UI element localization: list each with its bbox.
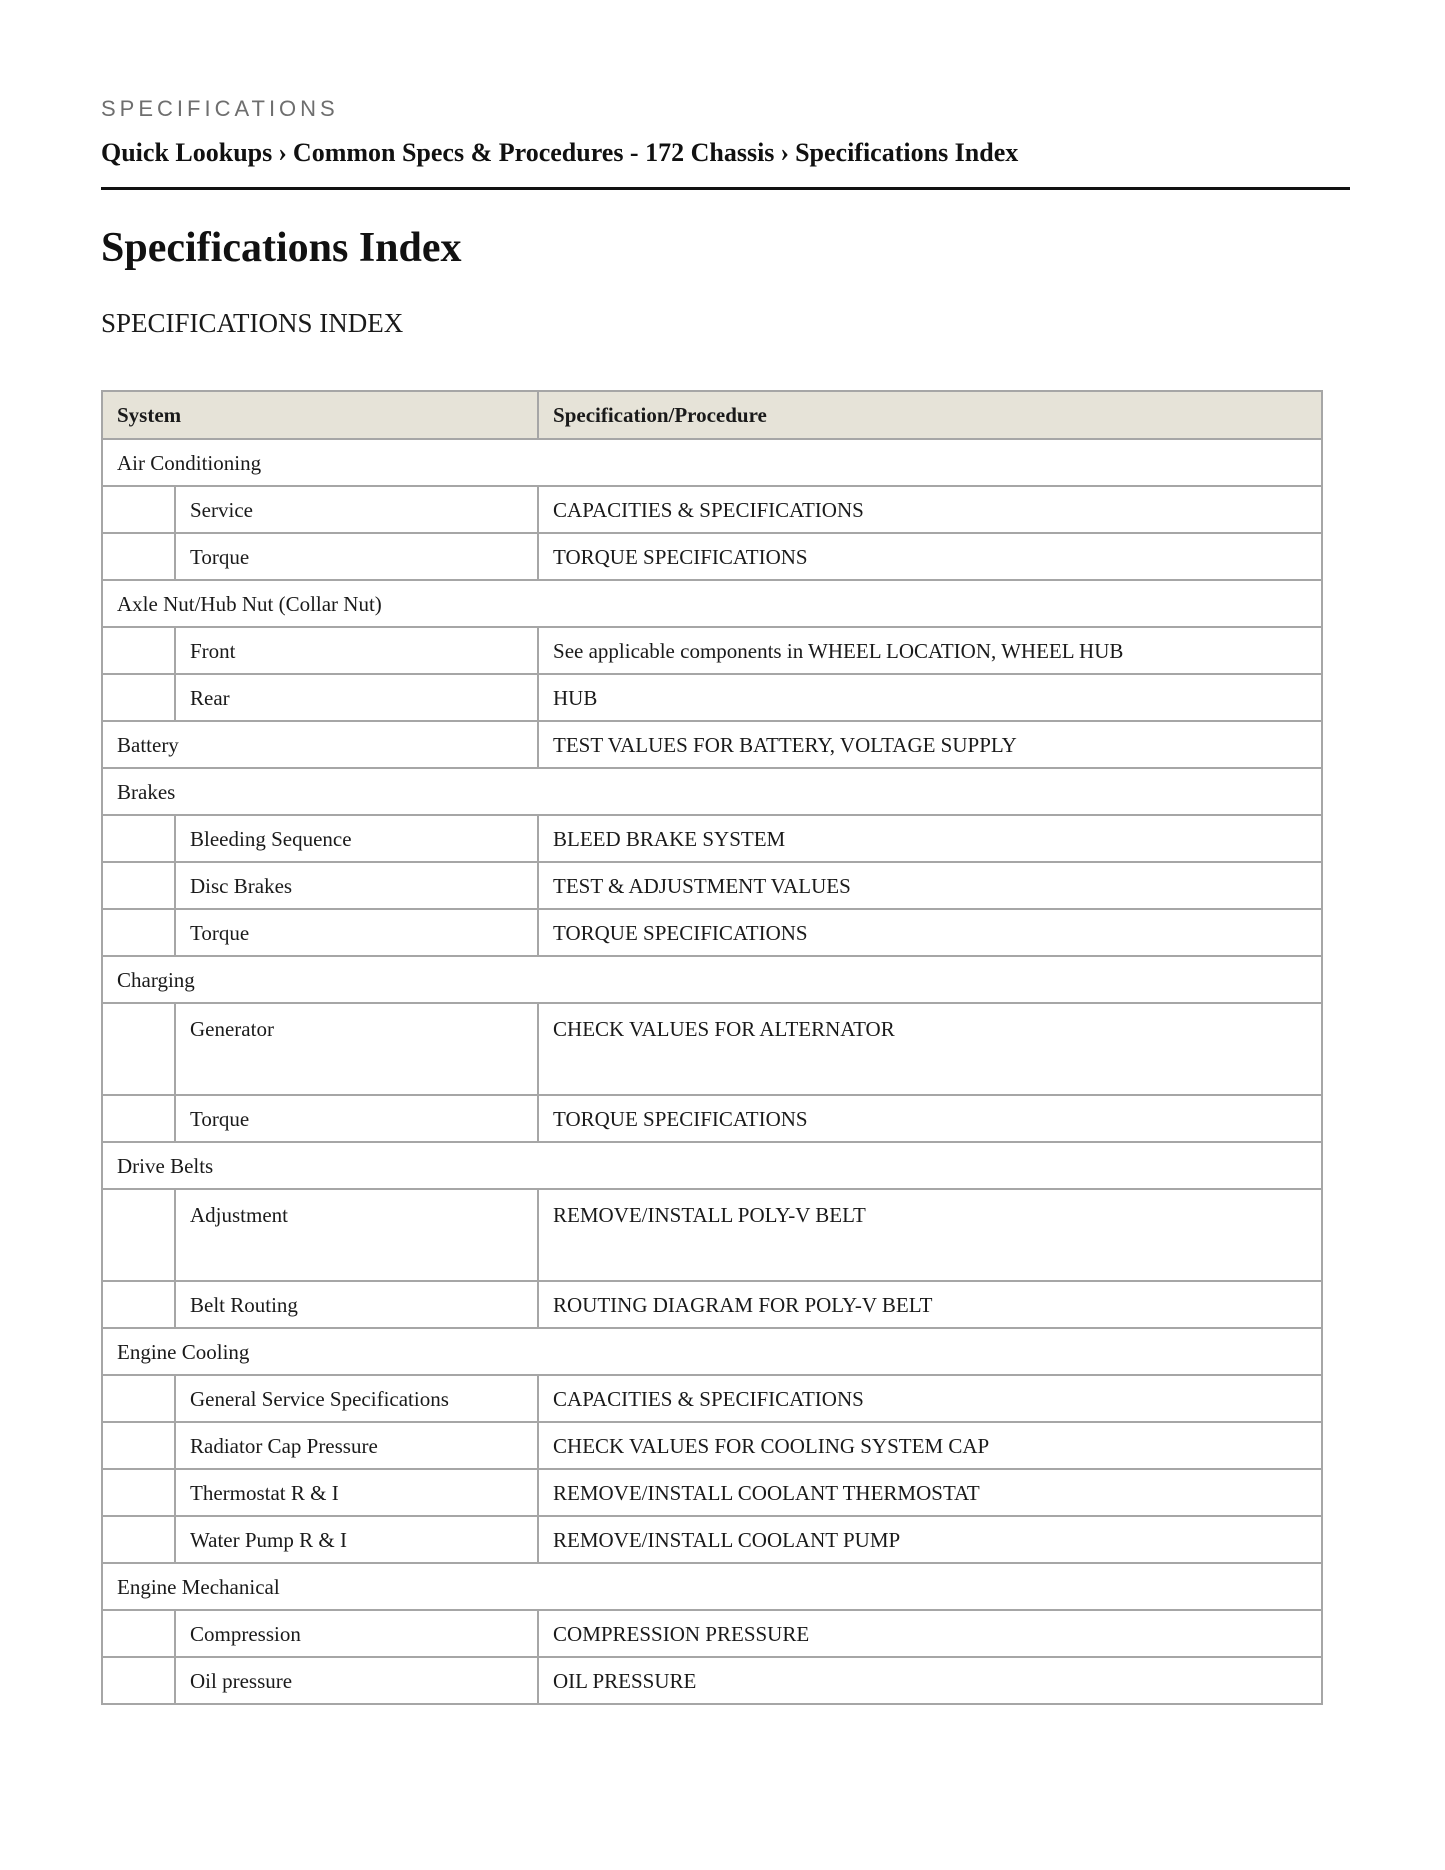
section-kicker: SPECIFICATIONS	[101, 96, 339, 121]
table-row	[102, 1095, 1322, 1142]
table-row	[102, 486, 1322, 533]
indent-cell	[102, 862, 175, 909]
subsystem-cell: Service	[175, 486, 538, 533]
breadcrumb-separator: ›	[780, 138, 790, 167]
subsystem-cell: Radiator Cap Pressure	[175, 1422, 538, 1469]
spec-procedure-link[interactable]: CHECK VALUES FOR COOLING SYSTEM CAP	[538, 1422, 1322, 1469]
table-group-row	[102, 439, 1322, 486]
table-row	[102, 533, 1322, 580]
subsystem-cell: General Service Specifications	[175, 1375, 538, 1422]
subsystem-cell: Rear	[175, 674, 538, 721]
table-row	[102, 1610, 1322, 1657]
system-cell: Battery	[102, 721, 538, 768]
table-row	[102, 1003, 1322, 1095]
spec-procedure-link[interactable]: CAPACITIES & SPECIFICATIONS	[538, 486, 1322, 533]
column-header-system: System	[102, 391, 538, 439]
spec-procedure-link[interactable]: CHECK VALUES FOR ALTERNATOR	[538, 1003, 1322, 1095]
header-divider	[101, 187, 1350, 190]
indent-cell	[102, 1189, 175, 1281]
subsystem-cell: Torque	[175, 909, 538, 956]
spec-procedure-link[interactable]: REMOVE/INSTALL COOLANT PUMP	[538, 1516, 1322, 1563]
breadcrumb	[101, 138, 1018, 168]
table-row	[102, 674, 1322, 721]
indent-cell	[102, 1281, 175, 1328]
indent-cell	[102, 1610, 175, 1657]
indent-cell	[102, 1469, 175, 1516]
indent-cell	[102, 1516, 175, 1563]
breadcrumb-separator: ›	[278, 138, 287, 167]
system-group-cell: Charging	[102, 956, 1322, 1003]
system-group-cell: Drive Belts	[102, 1142, 1322, 1189]
subsystem-cell: Compression	[175, 1610, 538, 1657]
spec-procedure-link[interactable]: TORQUE SPECIFICATIONS	[538, 533, 1322, 580]
indent-cell	[102, 1375, 175, 1422]
table-row	[102, 1469, 1322, 1516]
spec-procedure-link[interactable]: ROUTING DIAGRAM FOR POLY-V BELT	[538, 1281, 1322, 1328]
table-row	[102, 1422, 1322, 1469]
table-header-row	[102, 391, 1322, 439]
table-group-row	[102, 768, 1322, 815]
breadcrumb-item-quick-lookups[interactable]: Quick Lookups	[101, 138, 273, 167]
spec-procedure-link[interactable]: OIL PRESSURE	[538, 1657, 1322, 1704]
system-group-cell: Axle Nut/Hub Nut (Collar Nut)	[102, 580, 1322, 627]
spec-procedure-link[interactable]: CAPACITIES & SPECIFICATIONS	[538, 1375, 1322, 1422]
table-group-row	[102, 1328, 1322, 1375]
table-row	[102, 1375, 1322, 1422]
indent-cell	[102, 627, 175, 674]
table-row	[102, 815, 1322, 862]
spec-procedure-link[interactable]: TEST VALUES FOR BATTERY, VOLTAGE SUPPLY	[538, 721, 1322, 768]
subsystem-cell: Adjustment	[175, 1189, 538, 1281]
subsystem-cell: Water Pump R & I	[175, 1516, 538, 1563]
subsystem-cell: Torque	[175, 533, 538, 580]
spec-procedure-link[interactable]: COMPRESSION PRESSURE	[538, 1610, 1322, 1657]
page-title: Specifications Index	[101, 225, 462, 271]
system-group-cell: Brakes	[102, 768, 1322, 815]
table-group-row	[102, 580, 1322, 627]
indent-cell	[102, 1422, 175, 1469]
spec-procedure-link[interactable]: HUB	[538, 674, 1322, 721]
spec-procedure-link[interactable]: TORQUE SPECIFICATIONS	[538, 1095, 1322, 1142]
table-body	[102, 439, 1322, 1704]
spec-procedure-link[interactable]: TEST & ADJUSTMENT VALUES	[538, 862, 1322, 909]
subsystem-cell: Torque	[175, 1095, 538, 1142]
table-group-row	[102, 956, 1322, 1003]
indent-cell	[102, 674, 175, 721]
system-group-cell: Engine Cooling	[102, 1328, 1322, 1375]
subsystem-cell: Disc Brakes	[175, 862, 538, 909]
breadcrumb-item-current: Specifications Index	[795, 138, 1019, 167]
column-header-spec: Specification/Procedure	[538, 391, 1322, 439]
subsystem-cell: Front	[175, 627, 538, 674]
system-group-cell: Air Conditioning	[102, 439, 1322, 486]
table-row	[102, 1657, 1322, 1704]
subsystem-cell: Belt Routing	[175, 1281, 538, 1328]
subsystem-cell: Generator	[175, 1003, 538, 1095]
spec-procedure-link[interactable]: REMOVE/INSTALL COOLANT THERMOSTAT	[538, 1469, 1322, 1516]
spec-procedure-link[interactable]: REMOVE/INSTALL POLY-V BELT	[538, 1189, 1322, 1281]
specifications-table	[101, 390, 1323, 1705]
table-row	[102, 909, 1322, 956]
subsystem-cell: Oil pressure	[175, 1657, 538, 1704]
system-group-cell: Engine Mechanical	[102, 1563, 1322, 1610]
subsystem-cell: Thermostat R & I	[175, 1469, 538, 1516]
table-row	[102, 721, 1322, 768]
indent-cell	[102, 1003, 175, 1095]
table-row	[102, 1281, 1322, 1328]
table-row	[102, 627, 1322, 674]
spec-procedure-link[interactable]: BLEED BRAKE SYSTEM	[538, 815, 1322, 862]
indent-cell	[102, 1657, 175, 1704]
page-subtitle: SPECIFICATIONS INDEX	[101, 308, 404, 338]
indent-cell	[102, 1095, 175, 1142]
table-row	[102, 862, 1322, 909]
indent-cell	[102, 909, 175, 956]
table-group-row	[102, 1142, 1322, 1189]
table-row	[102, 1516, 1322, 1563]
indent-cell	[102, 533, 175, 580]
table-group-row	[102, 1563, 1322, 1610]
spec-procedure-link[interactable]: See applicable components in WHEEL LOCATION, WHEEL HUB	[538, 627, 1322, 674]
subsystem-cell: Bleeding Sequence	[175, 815, 538, 862]
indent-cell	[102, 815, 175, 862]
spec-procedure-link[interactable]: TORQUE SPECIFICATIONS	[538, 909, 1322, 956]
breadcrumb-item-common-specs[interactable]: Common Specs & Procedures - 172 Chassis	[292, 138, 775, 167]
table-row	[102, 1189, 1322, 1281]
indent-cell	[102, 486, 175, 533]
